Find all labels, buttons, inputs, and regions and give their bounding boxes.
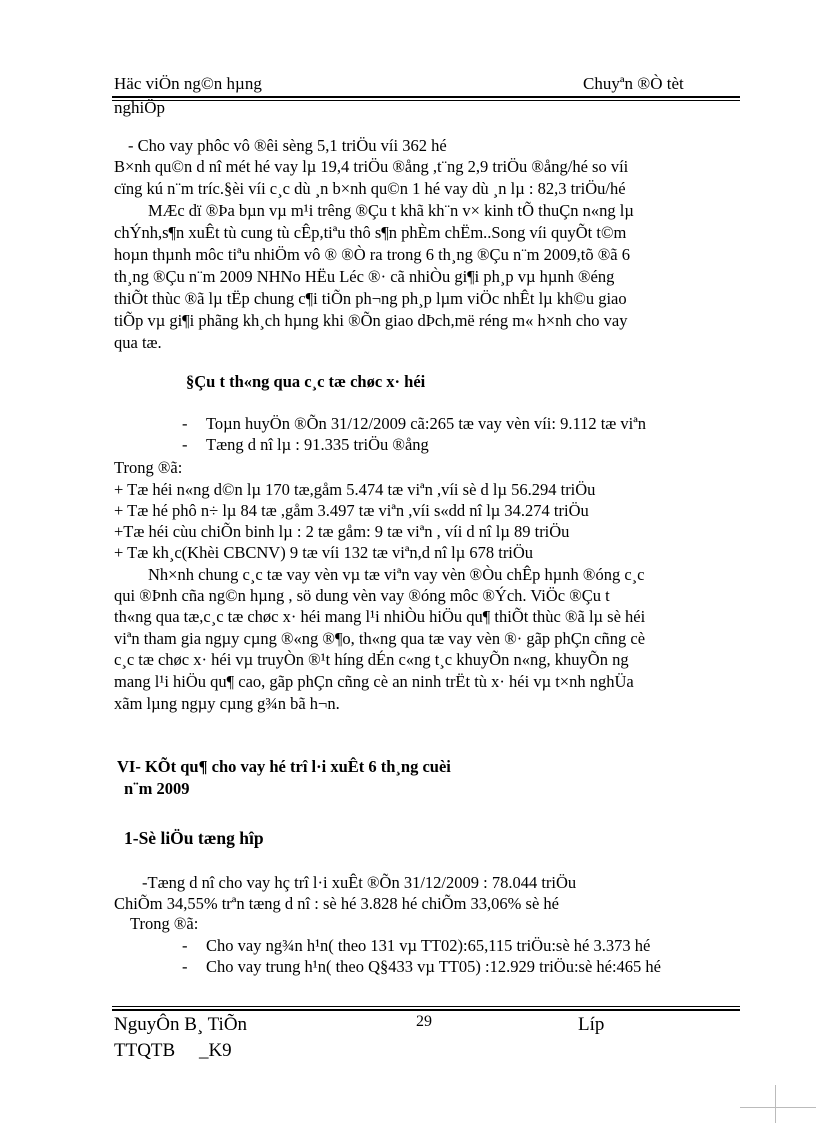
header-title-cont: nghiÖp xyxy=(114,98,165,117)
header-rule xyxy=(112,96,740,98)
class-code: TTQTB _K9 xyxy=(114,1040,232,1061)
page-number: 29 xyxy=(416,1013,432,1030)
author-name: NguyÔn B¸ TiÕn xyxy=(114,1014,248,1035)
bullet-dash: - xyxy=(182,936,188,955)
line: -Tæng d nî cho vay hç trî l·i xuÊt ®Õn 31/12/2009 : 78.044 triÖu xyxy=(142,873,577,892)
bullet-dash: - xyxy=(182,957,188,976)
class-label: Líp xyxy=(578,1014,605,1035)
line: Trong ®ã: xyxy=(114,458,183,477)
line: th«ng qua tæ,c¸c tæ chøc x· héi mang l¹i nhiÒu hiÖu qu¶ thiÕt thùc ®ã lµ sè héi xyxy=(114,607,646,626)
line: Nh×nh chung c¸c tæ vay vèn vµ tæ viªn vay vèn ®Òu chÊp hµnh ®óng c¸c xyxy=(148,565,645,584)
line: - Cho vay phôc vô ®êi sèng 5,1 triÖu víi 362 hé xyxy=(128,136,447,155)
footer-rule-thin xyxy=(112,1006,740,1007)
subsection-heading: 1-Sè liÖu tæng hîp xyxy=(124,828,264,848)
line: B×nh qu©n d nî mét hé vay lµ 19,4 triÖu ®ång ,t¨ng 2,9 triÖu ®ång/hé so víi xyxy=(114,157,629,176)
crop-mark xyxy=(775,1085,776,1123)
header-rule-thin xyxy=(112,100,740,101)
header-school: Häc viÖn ng©n hµng xyxy=(114,74,262,93)
bullet-item: Cho vay trung h¹n( theo Q§433 vµ TT05) :12.929 triÖu:sè hé:465 hé xyxy=(206,957,662,976)
line: th¸ng ®Çu n¨m 2009 NHNo HËu Léc ®· cã nhiÒu gi¶i ph¸p vµ hµnh ®éng xyxy=(114,267,615,286)
line: +Tæ héi cùu chiÕn binh lµ : 2 tæ gåm: 9 tæ viªn , víi d nî lµ 89 triÖu xyxy=(114,522,570,541)
line: hoµn thµnh môc tiªu nhiÖm vô ® ®Ò ra trong 6 th¸ng ®Çu n¨m 2009,tõ ®ã 6 xyxy=(114,245,630,264)
bullet-dash: - xyxy=(182,435,188,454)
section-heading: §Çu t th«ng qua c¸c tæ chøc x· héi xyxy=(186,372,426,391)
bullet-item: Cho vay ng¾n h¹n( theo 131 vµ TT02):65,115 triÖu:sè hé 3.373 hé xyxy=(206,936,651,955)
line: + Tæ héi n«ng d©n lµ 170 tæ,gåm 5.474 tæ viªn ,víi sè d lµ 56.294 triÖu xyxy=(114,480,596,499)
crop-mark xyxy=(740,1107,816,1108)
line: thiÕt thùc ®ã lµ tËp chung c¶i tiÕn ph¬ng ph¸p lµm viÖc nhÊt lµ kh©u giao xyxy=(114,289,627,308)
bullet-dash: - xyxy=(182,414,188,433)
section-heading: n¨m 2009 xyxy=(124,779,190,798)
line: ChiÕm 34,55% trªn tæng d nî : sè hé 3.828 hé chiÕm 33,06% sè hé xyxy=(114,894,559,913)
header-title: Chuyªn ®Ò tèt xyxy=(583,74,684,93)
line: + Tæ hé phô n÷ lµ 84 tæ ,gåm 3.497 tæ viªn ,víi s«dd nî lµ 34.274 triÖu xyxy=(114,501,589,520)
footer-rule xyxy=(112,1009,740,1011)
line: cïng kú n¨m tríc.§èi víi c¸c dù ¸n b×nh qu©n 1 hé vay dù ¸n lµ : 82,3 triÖu/hé xyxy=(114,179,626,198)
line: tiÕp vµ gi¶i phãng kh¸ch hµng khi ®Õn giao dÞch,më réng m« h×nh cho vay xyxy=(114,311,628,330)
bullet-item: Tæng d nî lµ : 91.335 triÖu ®ång xyxy=(206,435,429,454)
line: MÆc dï ®Þa bµn vµ m¹i trêng ®Çu t khã kh¨n v× kinh tÕ thuÇn n«ng lµ xyxy=(148,201,634,220)
section-heading: VI- KÕt qu¶ cho vay hé trî l·i xuÊt 6 th¸ng cuèi xyxy=(117,757,451,776)
line: qui ®Þnh cña ng©n hµng , sö dung vèn vay ®óng môc ®Ých. ViÖc ®Çu t xyxy=(114,586,610,605)
line: c¸c tæ chøc x· héi vµ truyÒn ®¹t híng dÉn c«ng t¸c khuyÕn n«ng, khuyÕn ng xyxy=(114,650,629,669)
line: chÝnh,s¶n xuÊt tù cung tù cÊp,tiªu thô s¶n phÈm chËm..Song víi quyÕt t©m xyxy=(114,223,627,242)
bullet-item: Toµn huyÖn ®Õn 31/12/2009 cã:265 tæ vay vèn víi: 9.112 tæ viªn xyxy=(206,414,647,433)
line: + Tæ kh¸c(Khèi CBCNV) 9 tæ víi 132 tæ viªn,d nî lµ 678 triÖu xyxy=(114,543,534,562)
line: Trong ®ã: xyxy=(130,914,199,933)
line: qua tæ. xyxy=(114,333,162,352)
line: viªn tham gia ngµy cµng ®«ng ®¶o, th«ng qua tæ vay vèn ®· gãp phÇn cñng cè xyxy=(114,629,646,648)
line: xãm lµng ngµy cµng g¾n bã h¬n. xyxy=(114,694,340,713)
line: mang l¹i hiÖu qu¶ cao, gãp phÇn cñng cè an ninh trËt tù x· héi vµ t×nh nghÜa xyxy=(114,672,634,691)
